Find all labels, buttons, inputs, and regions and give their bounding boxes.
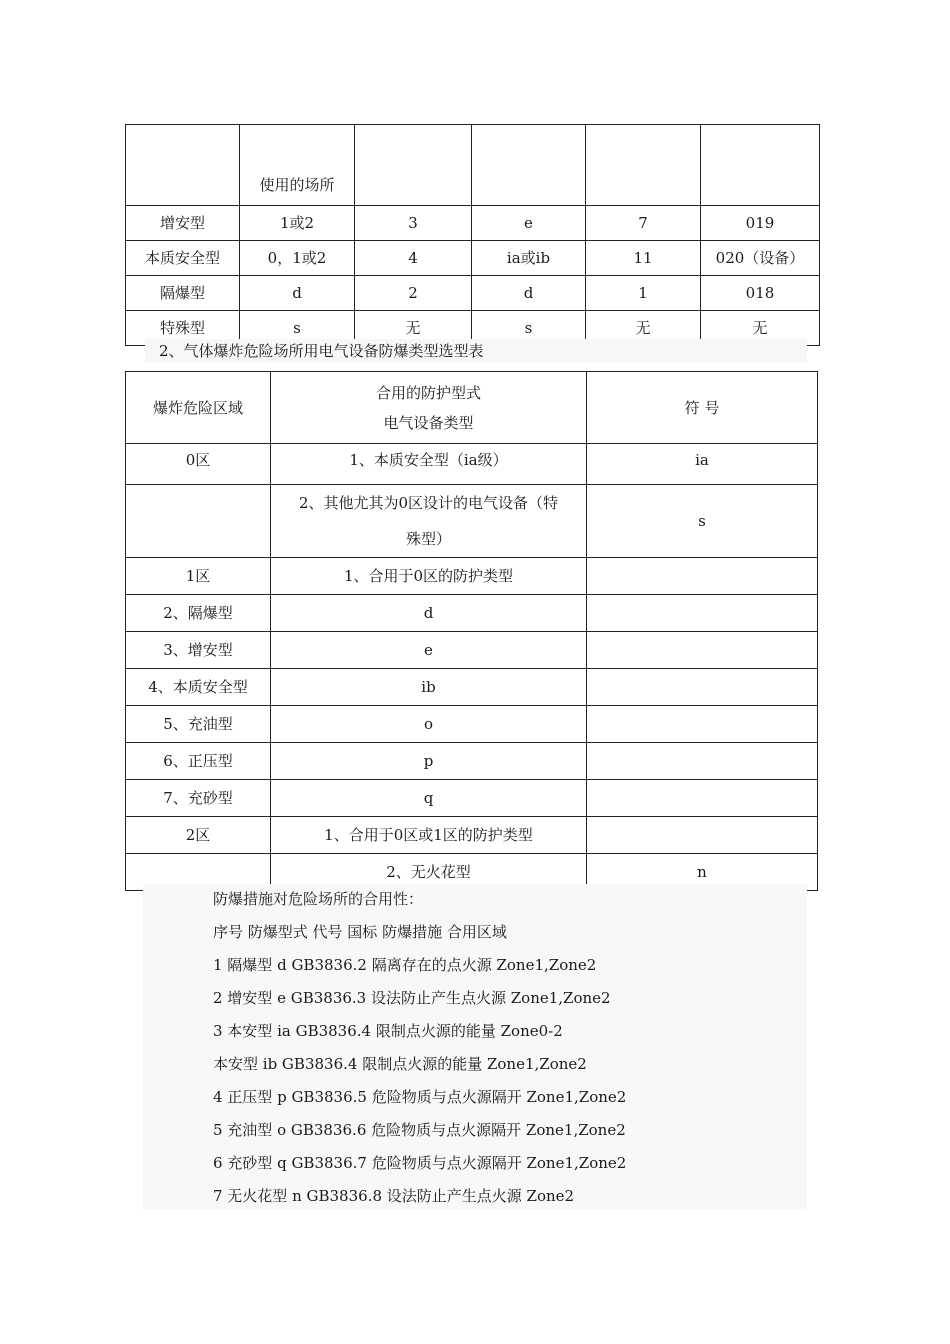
table-cell [586, 125, 701, 206]
table-cell: 1、合用于0区或1区的防护类型 [271, 817, 587, 854]
table-cell: 019 [701, 206, 820, 241]
notes-line: 6 充砂型 q GB3836.7 危险物质与点火源隔开 Zone1,Zone2 [213, 1154, 627, 1172]
table-cell: 7 [586, 206, 701, 241]
table-cell: s [240, 311, 355, 346]
table-cell: 0区 [126, 444, 271, 485]
table-cell [355, 125, 472, 206]
table-row [126, 632, 818, 669]
table-row [126, 558, 818, 595]
table-cell: 018 [701, 276, 820, 311]
table-cell: ia或ib [472, 241, 586, 276]
table-row [126, 485, 818, 558]
table-cell: 1 [586, 276, 701, 311]
table-cell: ib [271, 669, 587, 706]
table-row [126, 817, 818, 854]
table-row [126, 206, 820, 241]
table-cell [271, 485, 587, 558]
table-cell: 增安型 [126, 206, 240, 241]
table-cell: 2 [355, 276, 472, 311]
table-cell: 隔爆型 [126, 276, 240, 311]
table-cell: 1、本质安全型（ia级） [271, 444, 587, 485]
table-cell [587, 743, 818, 780]
gas-zone-selection-table [125, 371, 818, 891]
table-cell: n [587, 854, 818, 891]
protection-notes [143, 884, 807, 1210]
table-cell [701, 125, 820, 206]
table-cell: 2、无火花型 [271, 854, 587, 891]
table-cell: o [271, 706, 587, 743]
notes-header: 序号 防爆型式 代号 国标 防爆措施 合用区域 [213, 923, 507, 941]
table-row [126, 669, 818, 706]
table-cell: 1、合用于0区的防护类型 [271, 558, 587, 595]
notes-line: 5 充油型 o GB3836.6 危险物质与点火源隔开 Zone1,Zone2 [213, 1121, 626, 1139]
table-cell: 特殊型 [126, 311, 240, 346]
table-header-row [126, 372, 818, 444]
table-cell [587, 817, 818, 854]
table-cell: 7、充砂型 [126, 780, 271, 817]
header-zone: 爆炸危险区域 [126, 372, 271, 444]
table-cell: ia [587, 444, 818, 485]
table-cell: 4、本质安全型 [126, 669, 271, 706]
header-protection [271, 372, 587, 444]
table-cell [472, 125, 586, 206]
table-cell: d [472, 276, 586, 311]
notes-line: 本安型 ib GB3836.4 限制点火源的能量 Zone1,Zone2 [213, 1055, 587, 1073]
table-cell: d [271, 595, 587, 632]
table-cell: 2区 [126, 817, 271, 854]
table-cell [587, 780, 818, 817]
notes-line: 4 正压型 p GB3836.5 危险物质与点火源隔开 Zone1,Zone2 [213, 1088, 627, 1106]
table-cell [587, 595, 818, 632]
table-cell [126, 485, 271, 558]
header-protection-line1: 合用的防护型式 [375, 383, 481, 402]
table-cell: 2、隔爆型 [126, 595, 271, 632]
table-cell: 无 [701, 311, 820, 346]
header-protection-line2: 电气设备类型 [383, 413, 474, 432]
table-cell [587, 558, 818, 595]
table-cell [587, 632, 818, 669]
table-row [126, 595, 818, 632]
table-cell [587, 706, 818, 743]
table-cell: 020（设备） [701, 241, 820, 276]
table-header-row [126, 125, 820, 206]
table-cell: s [587, 485, 818, 558]
table-cell: 3 [355, 206, 472, 241]
equipment-type-table [125, 124, 820, 346]
table-row [126, 444, 818, 485]
table-cell: q [271, 780, 587, 817]
cell-line: 殊型） [405, 530, 451, 548]
table-row [126, 706, 818, 743]
table-row [126, 780, 818, 817]
table-cell: 5、充油型 [126, 706, 271, 743]
table-row [126, 276, 820, 311]
table-cell: s [472, 311, 586, 346]
table-cell: p [271, 743, 587, 780]
notes-line: 7 无火花型 n GB3836.8 设法防止产生点火源 Zone2 [213, 1187, 575, 1205]
table-cell: 使用的场所 [240, 125, 355, 206]
table-cell: 无 [586, 311, 701, 346]
notes-line: 2 增安型 e GB3836.3 设法防止产生点火源 Zone1,Zone2 [213, 989, 611, 1007]
cell-line: 2、其他尤其为0区设计的电气设备（特 [298, 494, 559, 512]
table-cell: 无 [355, 311, 472, 346]
table-row [126, 743, 818, 780]
header-symbol: 符 号 [587, 372, 818, 444]
table-caption: 2、气体爆炸危险场所用电气设备防爆类型选型表 [145, 339, 807, 363]
table-cell: e [472, 206, 586, 241]
table-cell: 本质安全型 [126, 241, 240, 276]
table-cell: 6、正压型 [126, 743, 271, 780]
table-cell: 0，1或2 [240, 241, 355, 276]
notes-line: 1 隔爆型 d GB3836.2 隔离存在的点火源 Zone1,Zone2 [213, 956, 597, 974]
table-cell: 1区 [126, 558, 271, 595]
table-cell [126, 125, 240, 206]
table-cell: 11 [586, 241, 701, 276]
table-row [126, 241, 820, 276]
table-cell: e [271, 632, 587, 669]
table-cell: 3、增安型 [126, 632, 271, 669]
table-cell: 1或2 [240, 206, 355, 241]
notes-line: 3 本安型 ia GB3836.4 限制点火源的能量 Zone0-2 [213, 1022, 563, 1040]
table-cell: 4 [355, 241, 472, 276]
notes-title: 防爆措施对危险场所的合用性： [213, 890, 424, 908]
table-cell: d [240, 276, 355, 311]
table-cell [587, 669, 818, 706]
